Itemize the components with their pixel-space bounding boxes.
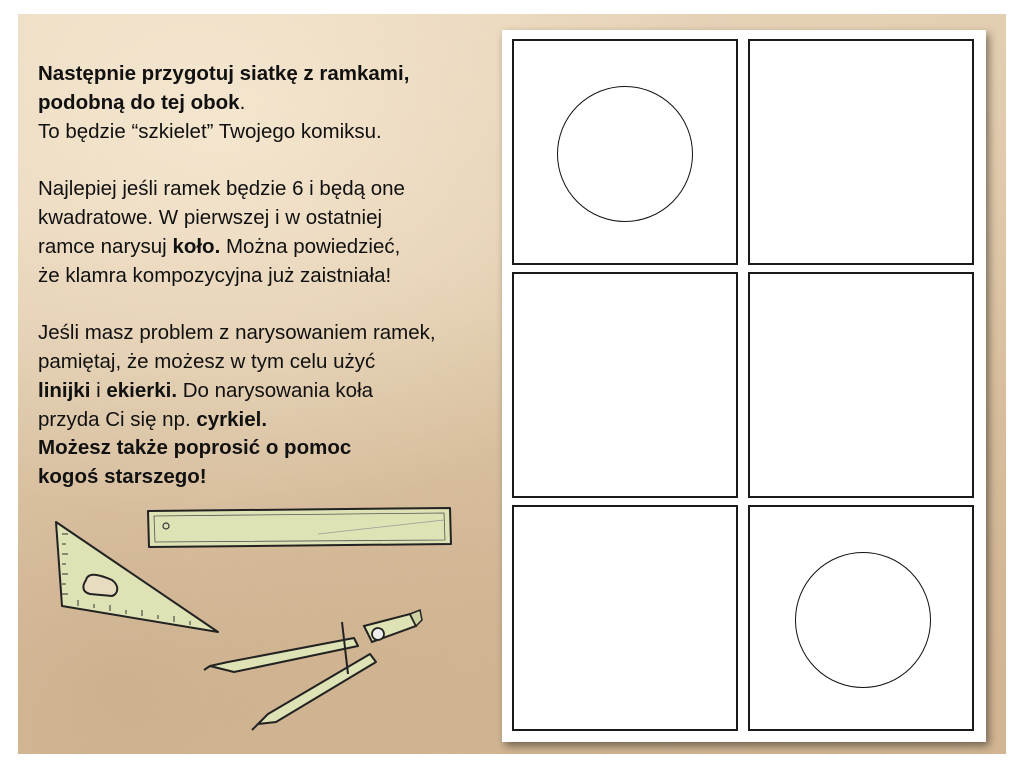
frames-line-3c: Można powiedzieć, <box>220 234 401 258</box>
slide <box>18 14 1006 754</box>
frames-line-1: Najlepiej jeśli ramek będzie 6 i będą one <box>38 177 405 201</box>
tools-line-2: pamiętaj, że możesz w tym celu użyć <box>38 349 376 373</box>
intro-line-2: podobną do tej obok <box>38 90 240 114</box>
intro-line-3: To będzie “szkielet” Twojego komiksu. <box>38 119 382 143</box>
ruler-icon <box>148 508 451 547</box>
comic-panel-2 <box>748 39 974 265</box>
frames-line-3a: ramce narysuj <box>38 234 173 258</box>
tools-line-3a: linijki <box>38 378 91 402</box>
tools-line-3c: ekierki. <box>106 378 178 402</box>
frames-line-2: kwadratowe. W pierwszej i w ostatniej <box>38 205 383 229</box>
comic-grid-sheet <box>502 30 986 742</box>
comic-panel-4 <box>748 272 974 498</box>
comic-panel-5 <box>512 505 738 731</box>
intro-line-2-end: . <box>239 90 246 114</box>
circle-shape <box>795 552 931 688</box>
tools-line-3b: i <box>90 378 107 402</box>
tools-line-1: Jeśli masz problem z narysowaniem ramek, <box>38 321 436 345</box>
frames-line-3b: koło. <box>172 234 221 258</box>
tools-line-3d: Do narysowania koła <box>177 378 374 402</box>
comic-panel-1 <box>512 39 738 265</box>
tools-line-4a: przyda Ci się np. <box>38 407 197 431</box>
circle-shape <box>557 86 693 222</box>
frames-line-4: że klamra kompozycyjna już zaistniała! <box>38 263 392 287</box>
compass-icon <box>204 610 422 730</box>
tools-line-4b: cyrkiel. <box>196 407 268 431</box>
tools-line-5: Możesz także poprosić o pomoc <box>38 436 352 460</box>
tools-line-6: kogoś starszego! <box>38 465 207 489</box>
intro-line-1: Następnie przygotuj siatkę z ramkami, <box>38 62 410 85</box>
comic-panel-3 <box>512 272 738 498</box>
comic-panel-6 <box>748 505 974 731</box>
